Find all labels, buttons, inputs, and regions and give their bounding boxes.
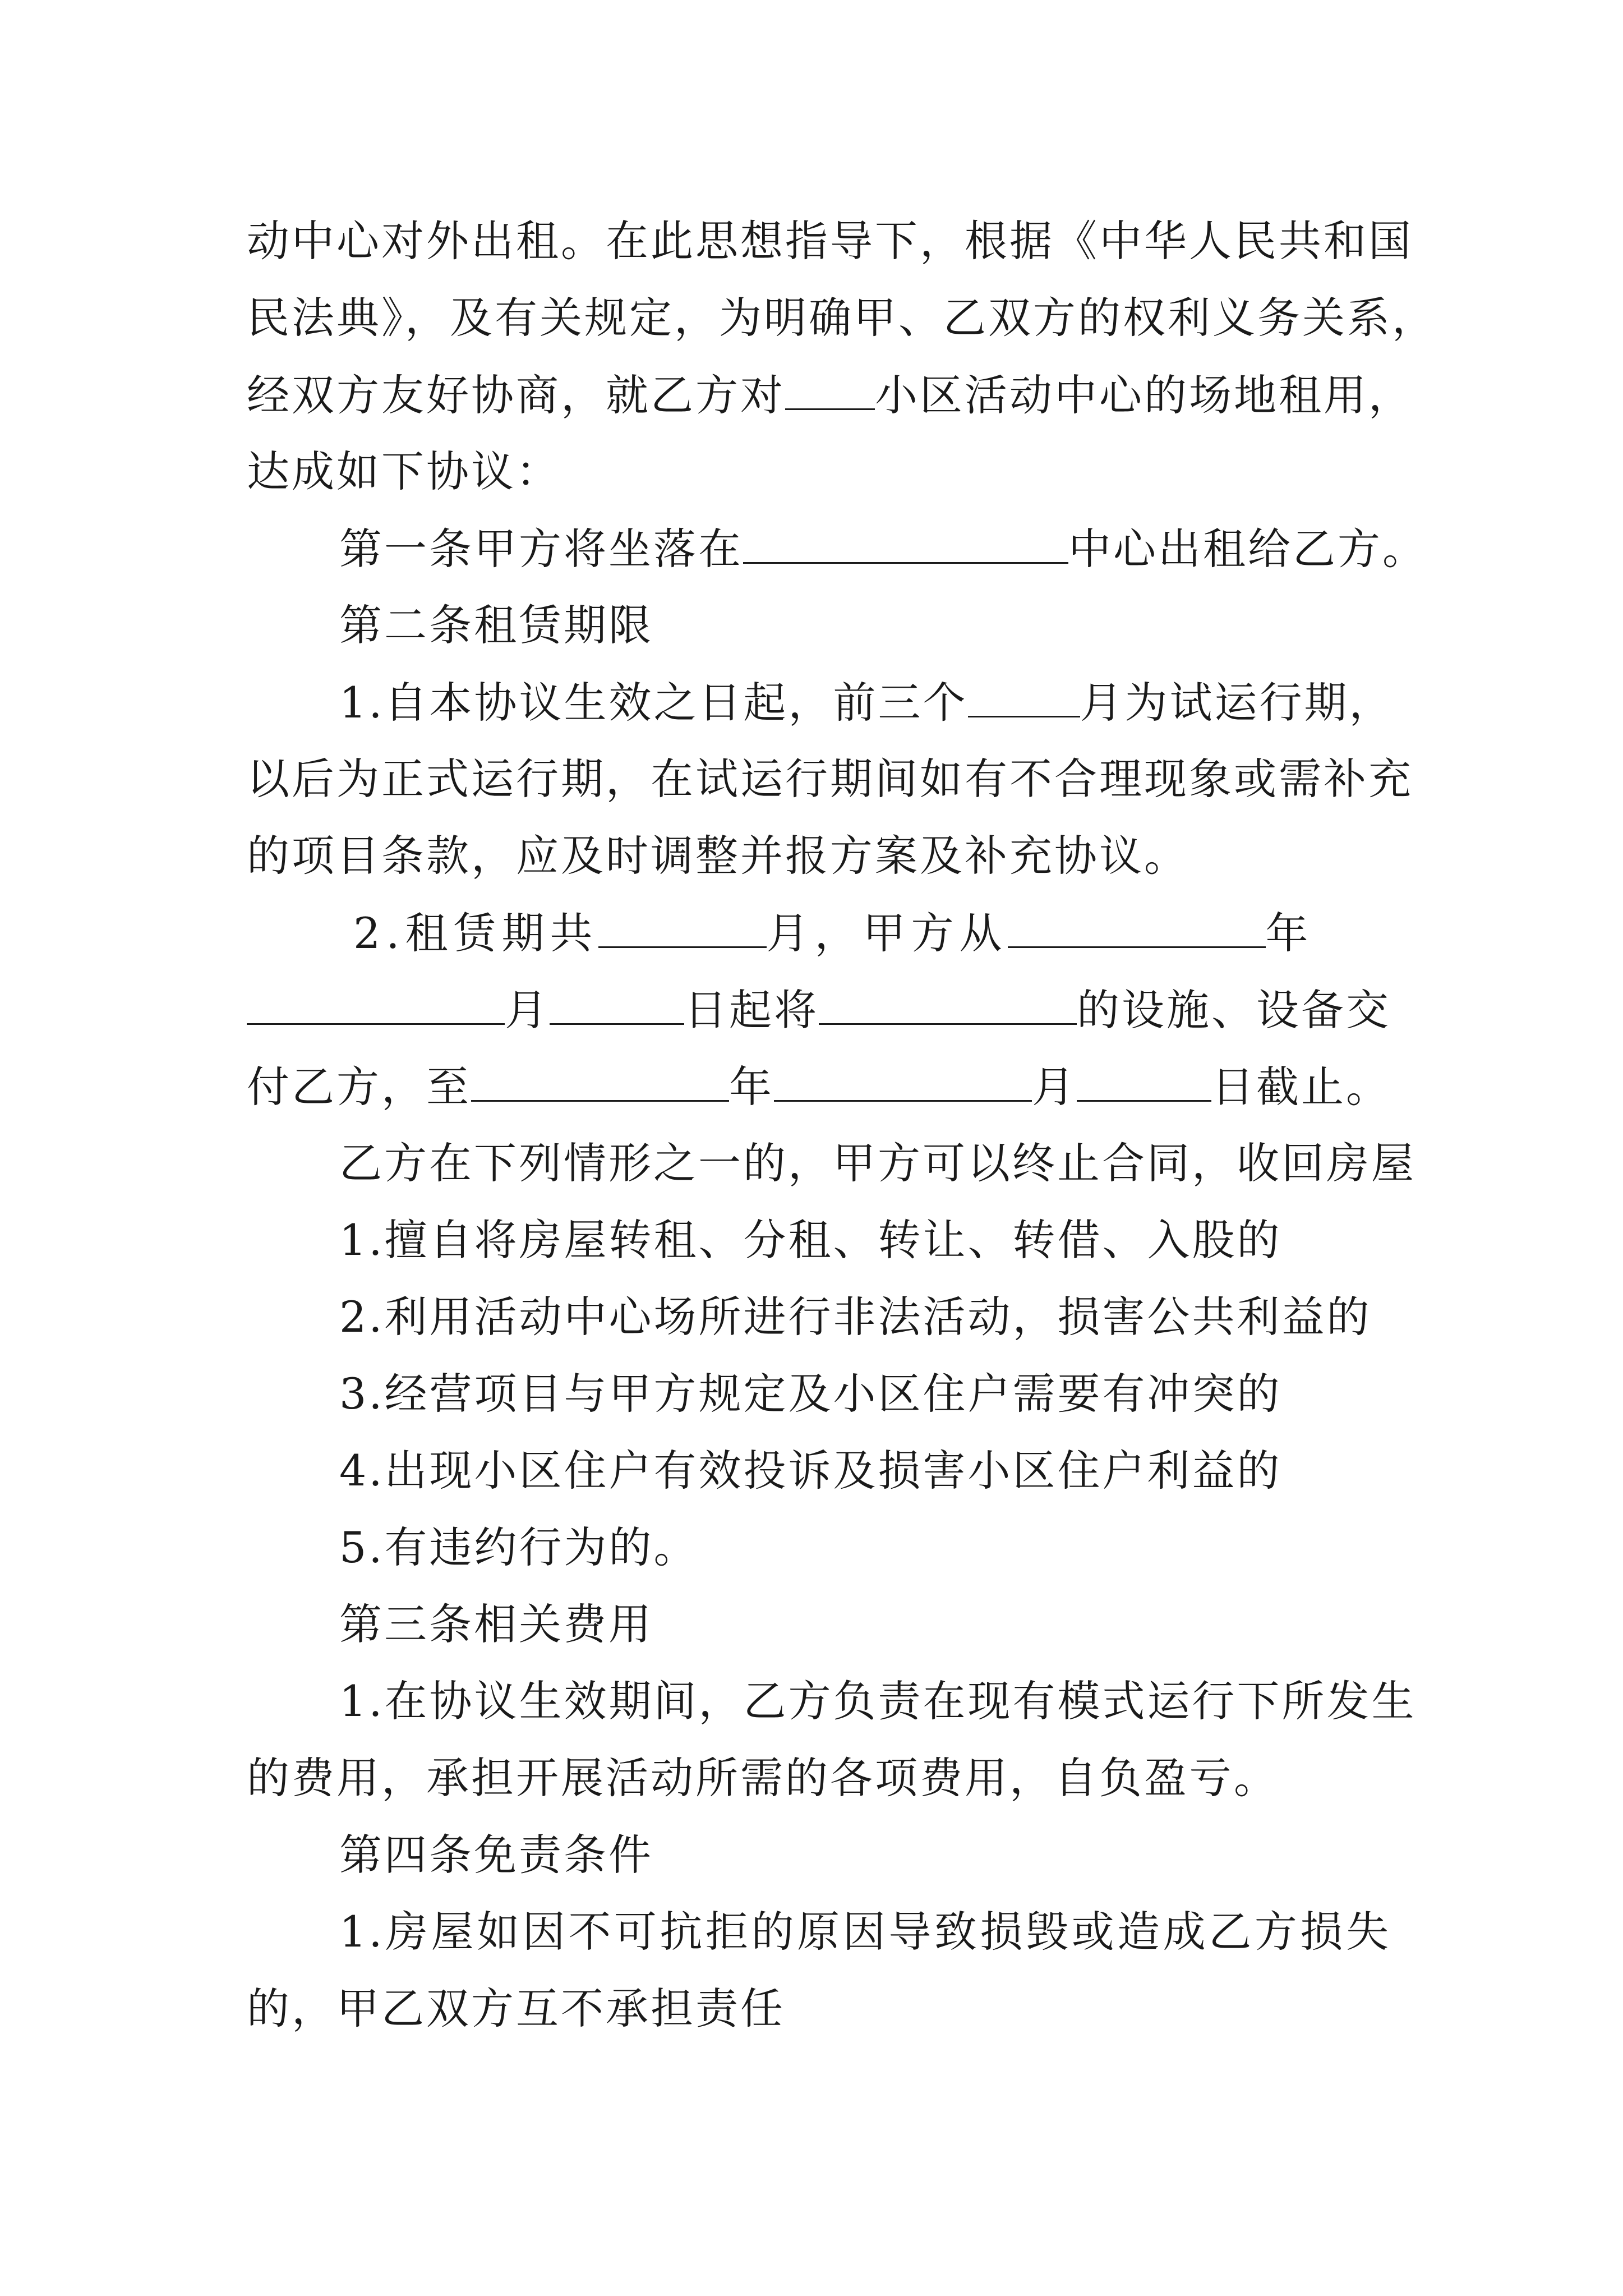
paragraph-line bbox=[247, 982, 1391, 1038]
text-segment: 日起将 bbox=[684, 985, 819, 1035]
paragraph-line: 的项目条款，应及时调整并报方案及补充协议。 bbox=[247, 831, 1189, 881]
paragraph-line: 民法典》，及有关规定，为明确甲、乙双方的权利义务关系， bbox=[247, 293, 1437, 343]
text-segment: 经双方友好协商，就乙方对 bbox=[247, 370, 785, 420]
text-segment: 年 bbox=[1265, 908, 1314, 958]
fill-blank bbox=[550, 982, 684, 1025]
text-segment: 月 bbox=[1032, 1062, 1077, 1112]
fill-blank bbox=[1077, 1059, 1211, 1102]
text-segment: 月 bbox=[505, 985, 550, 1035]
article-1-line bbox=[339, 521, 1427, 577]
text-segment: 日截止。 bbox=[1211, 1062, 1391, 1112]
paragraph-line: 的，甲乙双方互不承担责任 bbox=[247, 1984, 785, 2033]
fill-blank bbox=[471, 1059, 729, 1102]
list-item: 4.出现小区住户有效投诉及损害小区住户利益的 bbox=[339, 1446, 1282, 1496]
text-segment: 付乙方，至 bbox=[247, 1062, 471, 1112]
text-segment: 年 bbox=[729, 1062, 774, 1112]
paragraph-line bbox=[247, 367, 1413, 423]
paragraph-line bbox=[353, 905, 1391, 961]
list-item: 3.经营项目与甲方规定及小区住户需要有冲突的 bbox=[339, 1369, 1282, 1419]
termination-intro: 乙方在下列情形之一的，甲方可以终止合同，收回房屋 bbox=[339, 1138, 1416, 1188]
list-item: 1.擅自将房屋转租、分租、转让、转借、入股的 bbox=[339, 1215, 1282, 1265]
paragraph-line: 达成如下协议： bbox=[247, 447, 561, 496]
text-segment: 第一条甲方将坐落在 bbox=[339, 524, 743, 574]
text-segment: 1.自本协议生效之日起，前三个 bbox=[339, 678, 968, 728]
fill-blank bbox=[968, 674, 1080, 717]
paragraph-line: 以后为正式运行期，在试运行期间如有不合理现象或需补充 bbox=[247, 754, 1413, 804]
fill-blank bbox=[247, 982, 505, 1025]
text-segment: 月，甲方从 bbox=[766, 908, 1008, 958]
paragraph-line bbox=[339, 674, 1394, 730]
list-item: 2.利用活动中心场所进行非法活动，损害公共利益的 bbox=[339, 1292, 1372, 1342]
text-segment: 的设施、设备交 bbox=[1077, 985, 1391, 1035]
text-segment: 2.租赁期共 bbox=[353, 908, 598, 958]
text-segment: 小区活动中心的场地租用， bbox=[875, 370, 1413, 420]
fill-blank bbox=[1008, 905, 1266, 948]
text-segment: 月为试运行期， bbox=[1080, 678, 1394, 728]
fill-blank bbox=[743, 521, 1068, 564]
fill-blank bbox=[598, 905, 767, 948]
fill-blank bbox=[774, 1059, 1032, 1102]
paragraph-line: 动中心对外出租。在此思想指导下，根据《中华人民共和国 bbox=[247, 216, 1413, 266]
list-item: 5.有违约行为的。 bbox=[339, 1522, 699, 1572]
text-segment: 中心出租给乙方。 bbox=[1068, 524, 1427, 574]
article-4-heading: 第四条免责条件 bbox=[339, 1830, 653, 1880]
fill-blank bbox=[819, 982, 1077, 1025]
paragraph-line: 1.房屋如因不可抗拒的原因导致损毁或造成乙方损失 bbox=[339, 1907, 1391, 1957]
fill-blank bbox=[785, 367, 875, 410]
paragraph-line bbox=[247, 1059, 1391, 1115]
article-3-heading: 第三条相关费用 bbox=[339, 1599, 653, 1649]
article-2-heading: 第二条租赁期限 bbox=[339, 600, 653, 650]
paragraph-line: 的费用，承担开展活动所需的各项费用，自负盈亏。 bbox=[247, 1753, 1279, 1803]
paragraph-line: 1.在协议生效期间，乙方负责在现有模式运行下所发生 bbox=[339, 1676, 1417, 1726]
